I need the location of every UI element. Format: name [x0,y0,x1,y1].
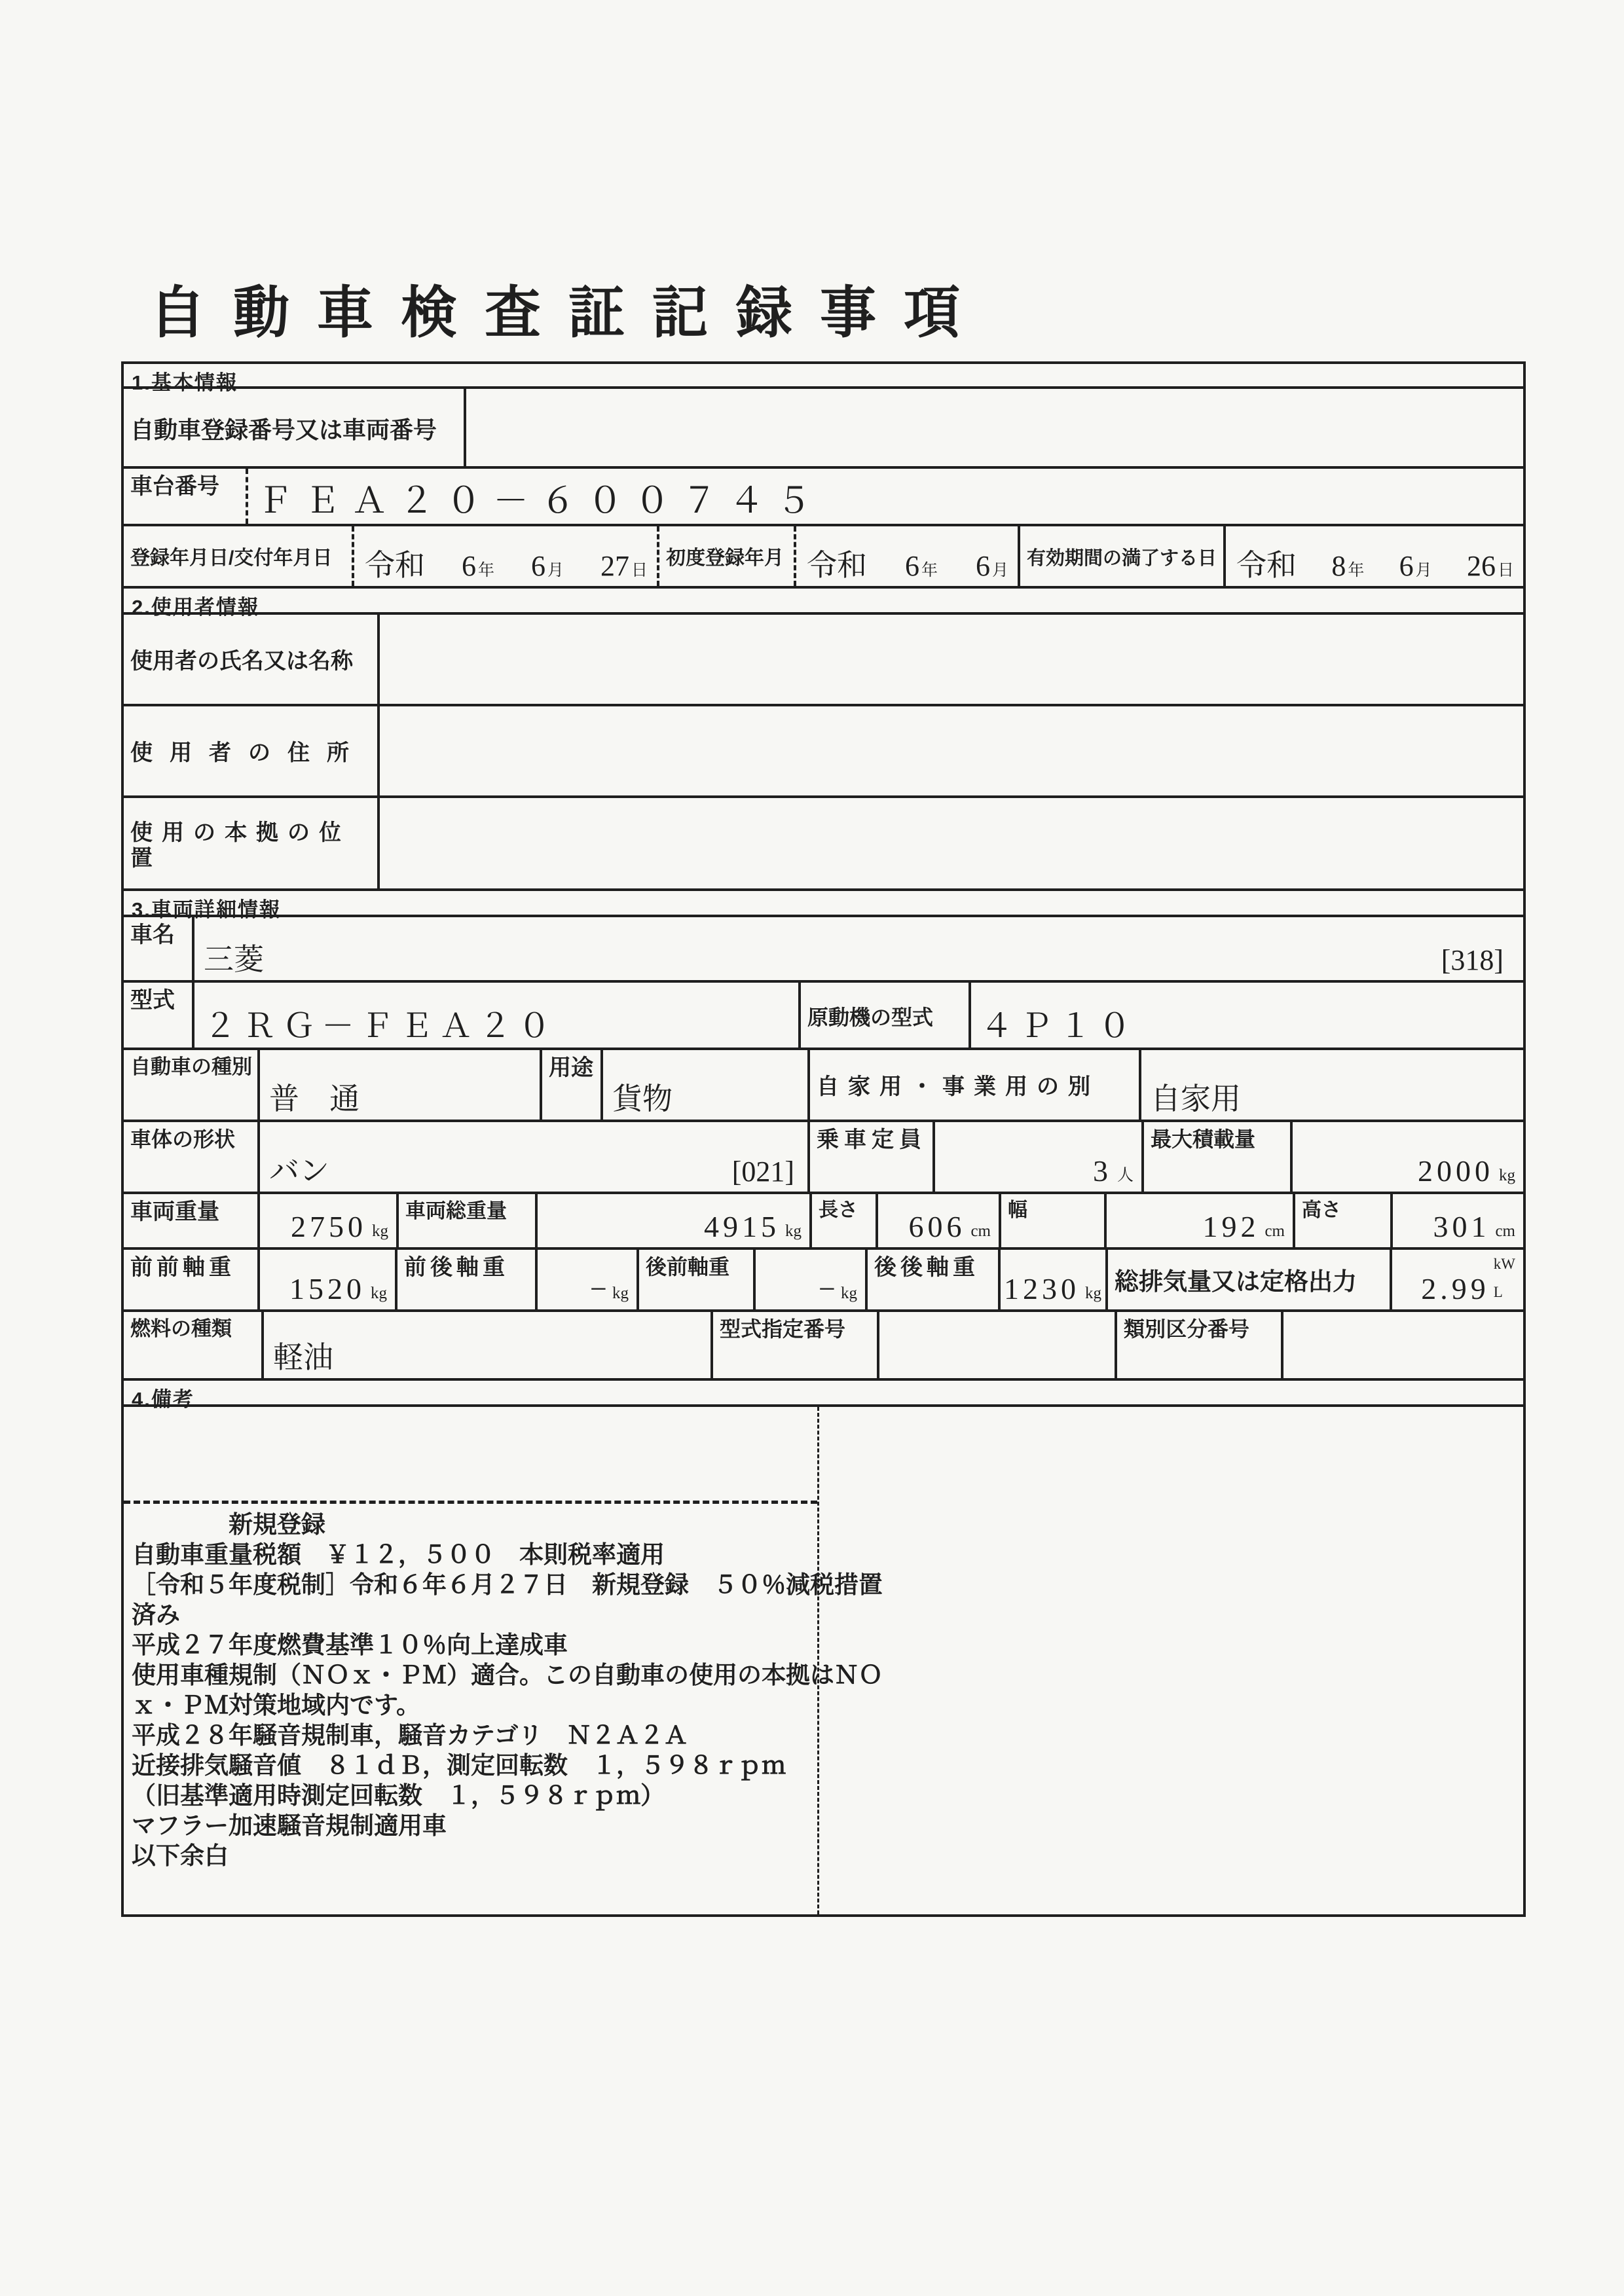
section-vehicle-heading: 3.車両詳細情報 [132,898,281,921]
certificate-table [121,361,1526,1917]
vehicle-name-label: 車名 [124,917,194,980]
first-registration-month: 6 [975,550,990,582]
height-label: 高さ [1295,1194,1393,1247]
fuel-type-value: 軽油 [264,1312,713,1378]
vehicle-weight-value: 2750 [291,1210,367,1243]
user-name-row [124,615,1523,706]
chassis-number-label: 車台番号 [124,469,248,524]
axle-rear-front-label: 後前軸重 [639,1250,756,1309]
displacement-unit-top: kW [1493,1256,1515,1272]
axle-weight-row [124,1250,1523,1312]
axle-front-front-unit: kg [371,1284,387,1302]
width-label: 幅 [1001,1194,1107,1247]
section-remarks-header [124,1381,1523,1411]
registration-date-label: 登録年月日/交付年月日 [124,526,354,586]
class-number-label: 類別区分番号 [1117,1312,1283,1378]
chassis-number-value: ＦＥＡ２０－６００７４５ [257,481,823,520]
seating-capacity-value: 3 [1092,1154,1112,1188]
remarks-line: マフラー加速騒音規制適用車 [132,1813,447,1840]
displacement-label: 総排気量又は定格出力 [1108,1250,1392,1309]
registration-date-year: 6 [461,550,476,582]
section-basic-heading: 1.基本情報 [132,371,238,394]
user-base-location-value [380,798,1523,888]
gross-weight-unit: kg [785,1222,802,1240]
type-designation-label: 型式指定番号 [713,1312,879,1378]
vehicle-weight-unit: kg [372,1222,388,1240]
engine-model-label: 原動機の型式 [801,983,971,1048]
section-user-heading: 2.使用者情報 [132,596,259,619]
year-unit: 年 [477,562,494,579]
dates-row [124,526,1523,589]
vehicle-model-row [124,983,1523,1050]
max-load-value: 2000 [1418,1154,1494,1188]
first-registration-value [796,526,1020,586]
axle-rear-front-unit: kg [841,1284,857,1302]
height-unit: cm [1495,1222,1515,1240]
vehicle-model-label: 型式 [124,983,194,1048]
body-shape-value: バン [269,1154,329,1188]
gross-weight-value: 4915 [704,1210,780,1243]
remarks-line: ｘ・ＰＭ対策地域内です。 [132,1692,421,1719]
remarks-left-column [124,1407,883,1914]
section-remarks-heading: 4.備考 [132,1388,194,1411]
month-unit: 月 [547,562,564,579]
vehicle-model-value: ２ＲＧ－ＦＥＡ２０ [194,983,801,1048]
user-address-row [124,706,1523,798]
expiry-date-value [1226,526,1523,586]
type-designation-value [879,1312,1117,1378]
remarks-line: 近接排気騒音値 ８１ｄＢ，測定回転数 １，５９８ｒｐｍ [132,1753,786,1779]
body-shape-row [124,1122,1523,1194]
max-load-label: 最大積載量 [1144,1122,1293,1192]
axle-front-rear-label: 前後軸重 [397,1250,538,1309]
expiry-date-day: 26 [1466,550,1496,582]
section-vehicle-header [124,891,1523,921]
user-address-label: 使用者の住所 [124,706,380,795]
private-business-label: 自家用・事業用の別 [810,1050,1141,1120]
remarks-line: 新規登録 [132,1512,325,1539]
user-address-value [380,706,1523,795]
axle-rear-front-value: − [819,1272,836,1305]
first-registration-era: 令和 [807,549,867,582]
year-unit: 年 [1348,562,1365,579]
vehicle-category-label: 自動車の種別 [124,1050,260,1120]
vehicle-category-value: 普 通 [260,1050,542,1120]
vehicle-weight-label: 車両重量 [124,1194,260,1247]
user-name-value [380,615,1523,704]
section-basic-header [124,364,1523,394]
seating-capacity-label: 乗車定員 [810,1122,935,1192]
expiry-date-label: 有効期間の満了する日 [1020,526,1226,586]
axle-front-front-value: 1520 [289,1272,365,1305]
vehicle-use-label: 用途 [542,1050,603,1120]
fuel-type-label: 燃料の種類 [124,1312,264,1378]
vehicle-name-code: [318] [1441,944,1504,976]
displacement-value: 2.99 [1421,1272,1490,1305]
remarks-line: 済み [132,1602,180,1629]
engine-model-value: ４Ｐ１０ [980,1008,1137,1044]
expiry-date-era: 令和 [1236,549,1297,582]
private-business-value: 自家用 [1151,1082,1241,1116]
remarks-line: 以下余白 [132,1843,229,1870]
registration-date-day: 27 [600,550,629,582]
remarks-right-column [819,1407,1523,1914]
user-name-label: 使用者の氏名又は名称 [124,615,380,704]
section-user-header [124,589,1523,619]
gross-weight-label: 車両総重量 [399,1194,538,1247]
remarks-divider [124,1501,817,1504]
class-number-value [1283,1312,1523,1378]
registration-date-month: 6 [530,550,545,582]
axle-front-rear-value: − [590,1272,607,1305]
month-unit: 月 [991,562,1008,579]
chassis-number-row [124,469,1523,526]
axle-rear-rear-unit: kg [1085,1284,1101,1302]
displacement-unit-bottom: L [1493,1284,1503,1300]
vehicle-category-row [124,1050,1523,1122]
vehicle-name-value: 三菱 [204,943,264,976]
weight-dimensions-row [124,1194,1523,1250]
remarks-line: 使用車種規制（ＮＯｘ・ＰＭ）適合。この自動車の使用の本拠はＮＯ [132,1662,883,1689]
remarks-line: 自動車重量税額 ￥１２，５００ 本則税率適用 [132,1542,665,1569]
day-unit: 日 [1497,562,1514,579]
max-load-unit: kg [1499,1166,1515,1184]
remarks-line: （旧基準適用時測定回転数 １，５９８ｒｐｍ） [132,1783,665,1810]
registration-date-era: 令和 [365,549,425,582]
remarks-line: 平成２８年騒音規制車，騒音カテゴリ Ｎ２Ａ２Ａ [132,1722,688,1749]
axle-rear-rear-label: 後後軸重 [868,1250,1001,1309]
registration-number-row [124,389,1523,469]
remarks-line: 平成２７年度燃費基準１０％向上達成車 [132,1632,568,1659]
length-label: 長さ [812,1194,878,1247]
expiry-date-year: 8 [1331,550,1346,582]
vehicle-use-value: 貨物 [603,1050,810,1120]
remarks-row [124,1407,1523,1914]
user-base-row [124,798,1523,891]
year-unit: 年 [921,562,938,579]
seating-capacity-unit: 人 [1116,1166,1134,1184]
page-title: 自動車検査証記録事項 [149,282,987,344]
axle-front-rear-unit: kg [612,1284,629,1302]
remarks-text [132,1510,883,1872]
width-value: 192 [1202,1210,1260,1243]
fuel-row [124,1312,1523,1381]
body-shape-label: 車体の形状 [124,1122,260,1192]
height-value: 301 [1433,1210,1490,1243]
remarks-line: ［令和５年度税制］令和６年６月２７日 新規登録 ５０％減税措置 [132,1572,883,1599]
expiry-date-month: 6 [1399,550,1414,582]
user-base-location-label: 使用の本拠の位置 [124,798,380,888]
registration-date-value [354,526,659,586]
width-unit: cm [1264,1222,1285,1240]
axle-rear-rear-value: 1230 [1004,1272,1080,1305]
axle-front-front-label: 前前軸重 [124,1250,260,1309]
registration-number-value [466,389,1523,466]
day-unit: 日 [631,562,648,579]
length-unit: cm [970,1222,991,1240]
first-registration-label: 初度登録年月 [659,526,796,586]
month-unit: 月 [1415,562,1432,579]
length-value: 606 [908,1210,966,1243]
vehicle-name-row [124,917,1523,983]
displacement-units [1490,1250,1515,1301]
registration-number-label: 自動車登録番号又は車両番号 [124,389,466,466]
first-registration-year: 6 [904,550,919,582]
body-shape-code: [021] [731,1156,794,1188]
